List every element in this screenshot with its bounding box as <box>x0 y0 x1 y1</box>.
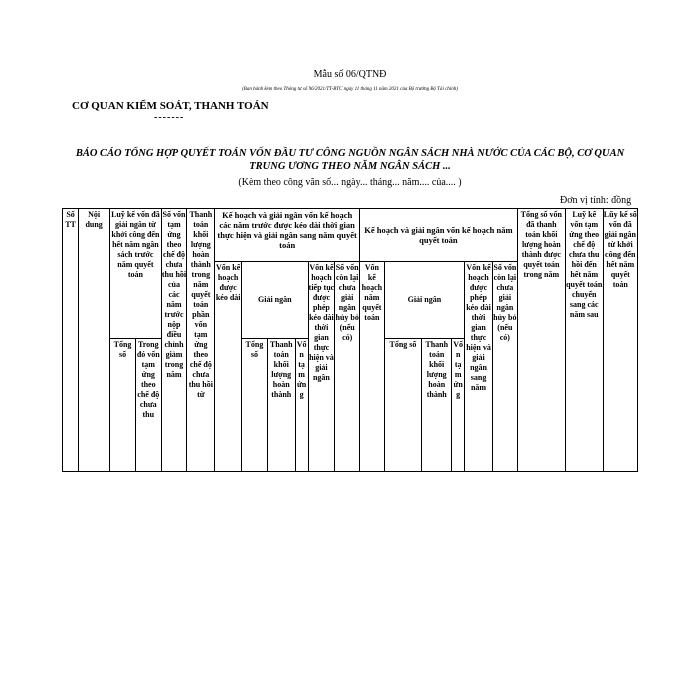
col-gn1-von-tam-ung: Vốn tạm ứng <box>295 339 308 472</box>
report-title-line-2: TRUNG ƯƠNG THEO NĂM NGÂN SÁCH ... <box>249 161 451 172</box>
form-code: Mẫu số 06/QTNĐ <box>313 69 387 80</box>
col-von-con-lai-2: Số vốn còn lại chưa giải ngân hủy bỏ (nếu có) <box>492 262 517 472</box>
col-luy-ke-tam-ung: Luỹ kế vốn tạm ứng theo chế độ chưa thu hồi đến hết năm quyết toán chuyển sang các năm sau <box>565 209 603 472</box>
col-noi-dung: Nội dung <box>79 209 110 472</box>
col-giai-ngan-2: Giải ngân <box>384 262 464 339</box>
col-von-con-lai-1: Số vốn còn lại chưa giải ngân hủy bỏ (nếu có) <box>335 262 360 472</box>
agency-underline: ------- <box>154 112 185 123</box>
col-ke-hoach-nam-truoc: Kế hoạch và giải ngân vốn kế hoạch các năm trước được kéo dài thời gian thực hiện và giải ngân sang năm quyết toán <box>215 209 360 262</box>
unit-of-measure: Đơn vị tính: đồng <box>560 195 632 206</box>
agency-name: CƠ QUAN KIỂM SOÁT, THANH TOÁN <box>72 100 269 112</box>
col-von-ke-hoach-nam-qt: Vốn kế hoạch năm quyết toán <box>360 262 385 472</box>
col-gn2-von-tam-ung: Vốn tạm ứng <box>452 339 465 472</box>
col-von-tiep-tuc-keo-dai: Vốn kế hoạch tiếp tục được phép kéo dài thời gian thực hiện và giải ngân <box>308 262 335 472</box>
col-luy-ke-trong-do: Trong đó vốn tạm ứng theo chế độ chưa thu <box>135 339 161 472</box>
col-luy-ke-giai-ngan: Lũy kế số vốn đã giải ngân từ khởi công đến hết năm quyết toán <box>603 209 638 472</box>
col-luy-ke-tong-so: Tổng số <box>110 339 136 472</box>
col-gn1-thanh-toan: Thanh toán khối lượng hoàn thành <box>267 339 295 472</box>
col-gn2-thanh-toan: Thanh toán khối lượng hoàn thành <box>422 339 452 472</box>
col-so-von-tam-ung: Số vốn tạm ứng theo chế độ chưa thu hồi của các năm trước nộp điều chỉnh giảm trong năm <box>161 209 187 472</box>
col-gn1-tong-so: Tổng số <box>242 339 268 472</box>
col-giai-ngan-1: Giải ngân <box>242 262 308 339</box>
col-thanh-toan-khoi-luong: Thanh toán khối lượng hoàn thành trong năm quyết toán phần vốn tạm ứng theo chế độ chưa thu hồi từ <box>187 209 215 472</box>
col-gn2-tong-so: Tổng số <box>384 339 422 472</box>
col-stt: Số TT <box>63 209 79 472</box>
legal-note: (Ban hành kèm theo Thông tư số 96/2021/TT-BTC ngày 11 tháng 11 năm 2021 của Bộ trưởng Bộ Tài chính) <box>242 87 458 92</box>
report-title <box>55 147 645 173</box>
col-von-ke-hoach-keo-dai: Vốn kế hoạch được kéo dài <box>215 262 242 472</box>
col-von-phep-keo-dai: Vốn kế hoạch được phép kéo dài thời gian thực hiện và giải ngân sang năm <box>465 262 493 472</box>
report-table <box>62 208 638 472</box>
report-title-line-1: BÁO CÁO TỔNG HỢP QUYẾT TOÁN VỐN ĐẦU TƯ CÔNG NGUỒN NGÂN SÁCH NHÀ NƯỚC CỦA CÁC BỘ, CƠ QUAN <box>75 148 625 159</box>
col-ke-hoach-nam-quyet-toan: Kế hoạch và giải ngân vốn kế hoạch năm quyết toán <box>360 209 518 262</box>
col-tong-so-thanh-toan: Tổng số vốn đã thanh toán khối lượng hoàn thành được quyết toán trong năm <box>517 209 565 472</box>
attached-reference: (Kèm theo công văn số... ngày... tháng... năm.... của.... ) <box>238 177 462 188</box>
col-luy-ke: Luỹ kế vốn đã giải ngân từ khởi công đến hết năm ngân sách trước năm quyết toán <box>110 209 161 339</box>
